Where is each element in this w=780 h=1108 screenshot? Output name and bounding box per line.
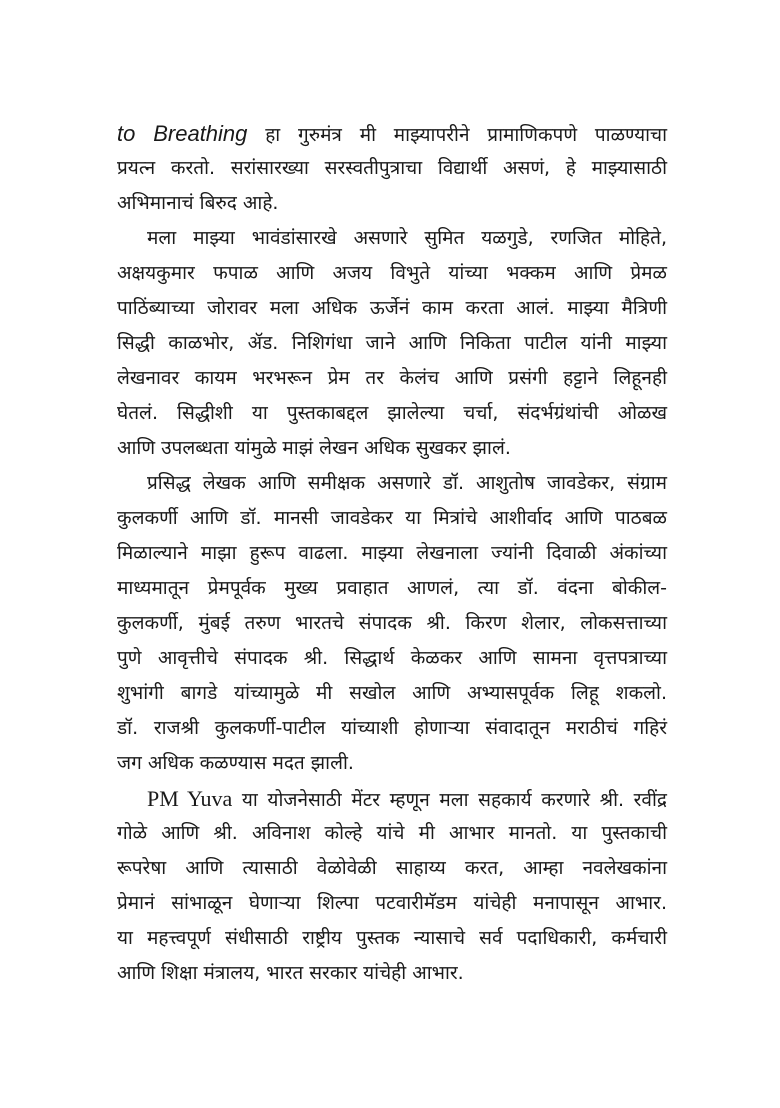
text-line: प्रेमानं सांभाळून घेणाऱ्या शिल्पा पटवारीमॅडम यांचेही मनापासून आभार. — [117, 892, 667, 914]
text-line: अक्षयकुमार फपाळ आणि अजय विभुते यांच्या भक्कम आणि प्रेमळ — [117, 262, 667, 284]
text-line: जग अधिक कळण्यास मदत झाली. — [117, 752, 354, 774]
document-body — [117, 116, 667, 991]
text-line: प्रयत्न करतो. सरांसारख्या सरस्वतीपुत्राचा विद्यार्थी असणं, हे माझ्यासाठी — [117, 157, 667, 179]
text-line: पुणे आवृत्तीचे संपादक श्री. सिद्धार्थ केळकर आणि सामना वृत्तपत्राच्या — [117, 647, 667, 669]
paragraph — [117, 781, 667, 991]
text-span: हा गुरुमंत्र मी माझ्यापरीने प्रामाणिकपणे पाळण्याचा — [247, 124, 667, 146]
text-line: या महत्त्वपूर्ण संधीसाठी राष्ट्रीय पुस्तक न्यासाचे सर्व पदाधिकारी, कर्मचारी — [117, 927, 667, 949]
text-line: रूपरेषा आणि त्यासाठी वेळोवेळी साहाय्य करत, आम्हा नवलेखकांना — [117, 857, 667, 879]
text-span: या योजनेसाठी मेंटर म्हणून मला सहकार्य करणारे श्री. रवींद्र — [232, 789, 667, 811]
paragraph — [117, 116, 667, 221]
text-line: मला माझ्या भावंडांसारखे असणारे सुमित यळगुडे, रणजित मोहिते, — [147, 227, 667, 249]
english-phrase: PM Yuva — [147, 786, 233, 811]
text-line: शुभांगी बागडे यांच्यामुळे मी सखोल आणि अभ्यासपूर्वक लिहू शकलो. — [117, 682, 667, 704]
paragraph — [117, 221, 667, 466]
english-phrase: to Breathing — [117, 121, 248, 146]
text-line: पाठिंब्याच्या जोरावर मला अधिक ऊर्जेनं काम करता आलं. माझ्या मैत्रिणी — [117, 297, 667, 319]
text-line: मिळाल्याने माझा हुरूप वाढला. माझ्या लेखनाला ज्यांनी दिवाळी अंकांच्या — [117, 542, 667, 564]
text-line: आणि शिक्षा मंत्रालय, भारत सरकार यांचेही आभार. — [117, 962, 464, 984]
text-line: अभिमानाचं बिरुद आहे. — [117, 192, 279, 214]
text-line — [117, 781, 667, 816]
text-line: घेतलं. सिद्धीशी या पुस्तकाबद्दल झालेल्या चर्चा, संदर्भग्रंथांची ओळख — [117, 402, 667, 424]
text-line: गोळे आणि श्री. अविनाश कोल्हे यांचे मी आभार मानतो. या पुस्तकाची — [117, 822, 667, 844]
text-line: कुलकर्णी, मुंबई तरुण भारतचे संपादक श्री. किरण शेलार, लोकसत्ताच्या — [117, 612, 667, 634]
text-line: कुलकर्णी आणि डॉ. मानसी जावडेकर या मित्रांचे आशीर्वाद आणि पाठबळ — [117, 507, 667, 529]
text-line: डॉ. राजश्री कुलकर्णी-पाटील यांच्याशी होणाऱ्या संवादातून मराठीचं गहिरं — [117, 717, 667, 739]
text-line: आणि उपलब्धता यांमुळे माझं लेखन अधिक सुखकर झालं. — [117, 437, 511, 459]
text-line: माध्यमातून प्रेमपूर्वक मुख्य प्रवाहात आणलं, त्या डॉ. वंदना बोकील- — [117, 577, 667, 599]
text-line: लेखनावर कायम भरभरून प्रेम तर केलंच आणि प्रसंगी हट्टाने लिहूनही — [117, 367, 667, 389]
paragraph — [117, 466, 667, 781]
text-line: प्रसिद्ध लेखक आणि समीक्षक असणारे डॉ. आशुतोष जावडेकर, संग्राम — [147, 472, 667, 494]
text-line: सिद्धी काळभोर, ॲड. निशिगंधा जाने आणि निकिता पाटील यांनी माझ्या — [117, 332, 667, 354]
text-line — [117, 116, 667, 151]
